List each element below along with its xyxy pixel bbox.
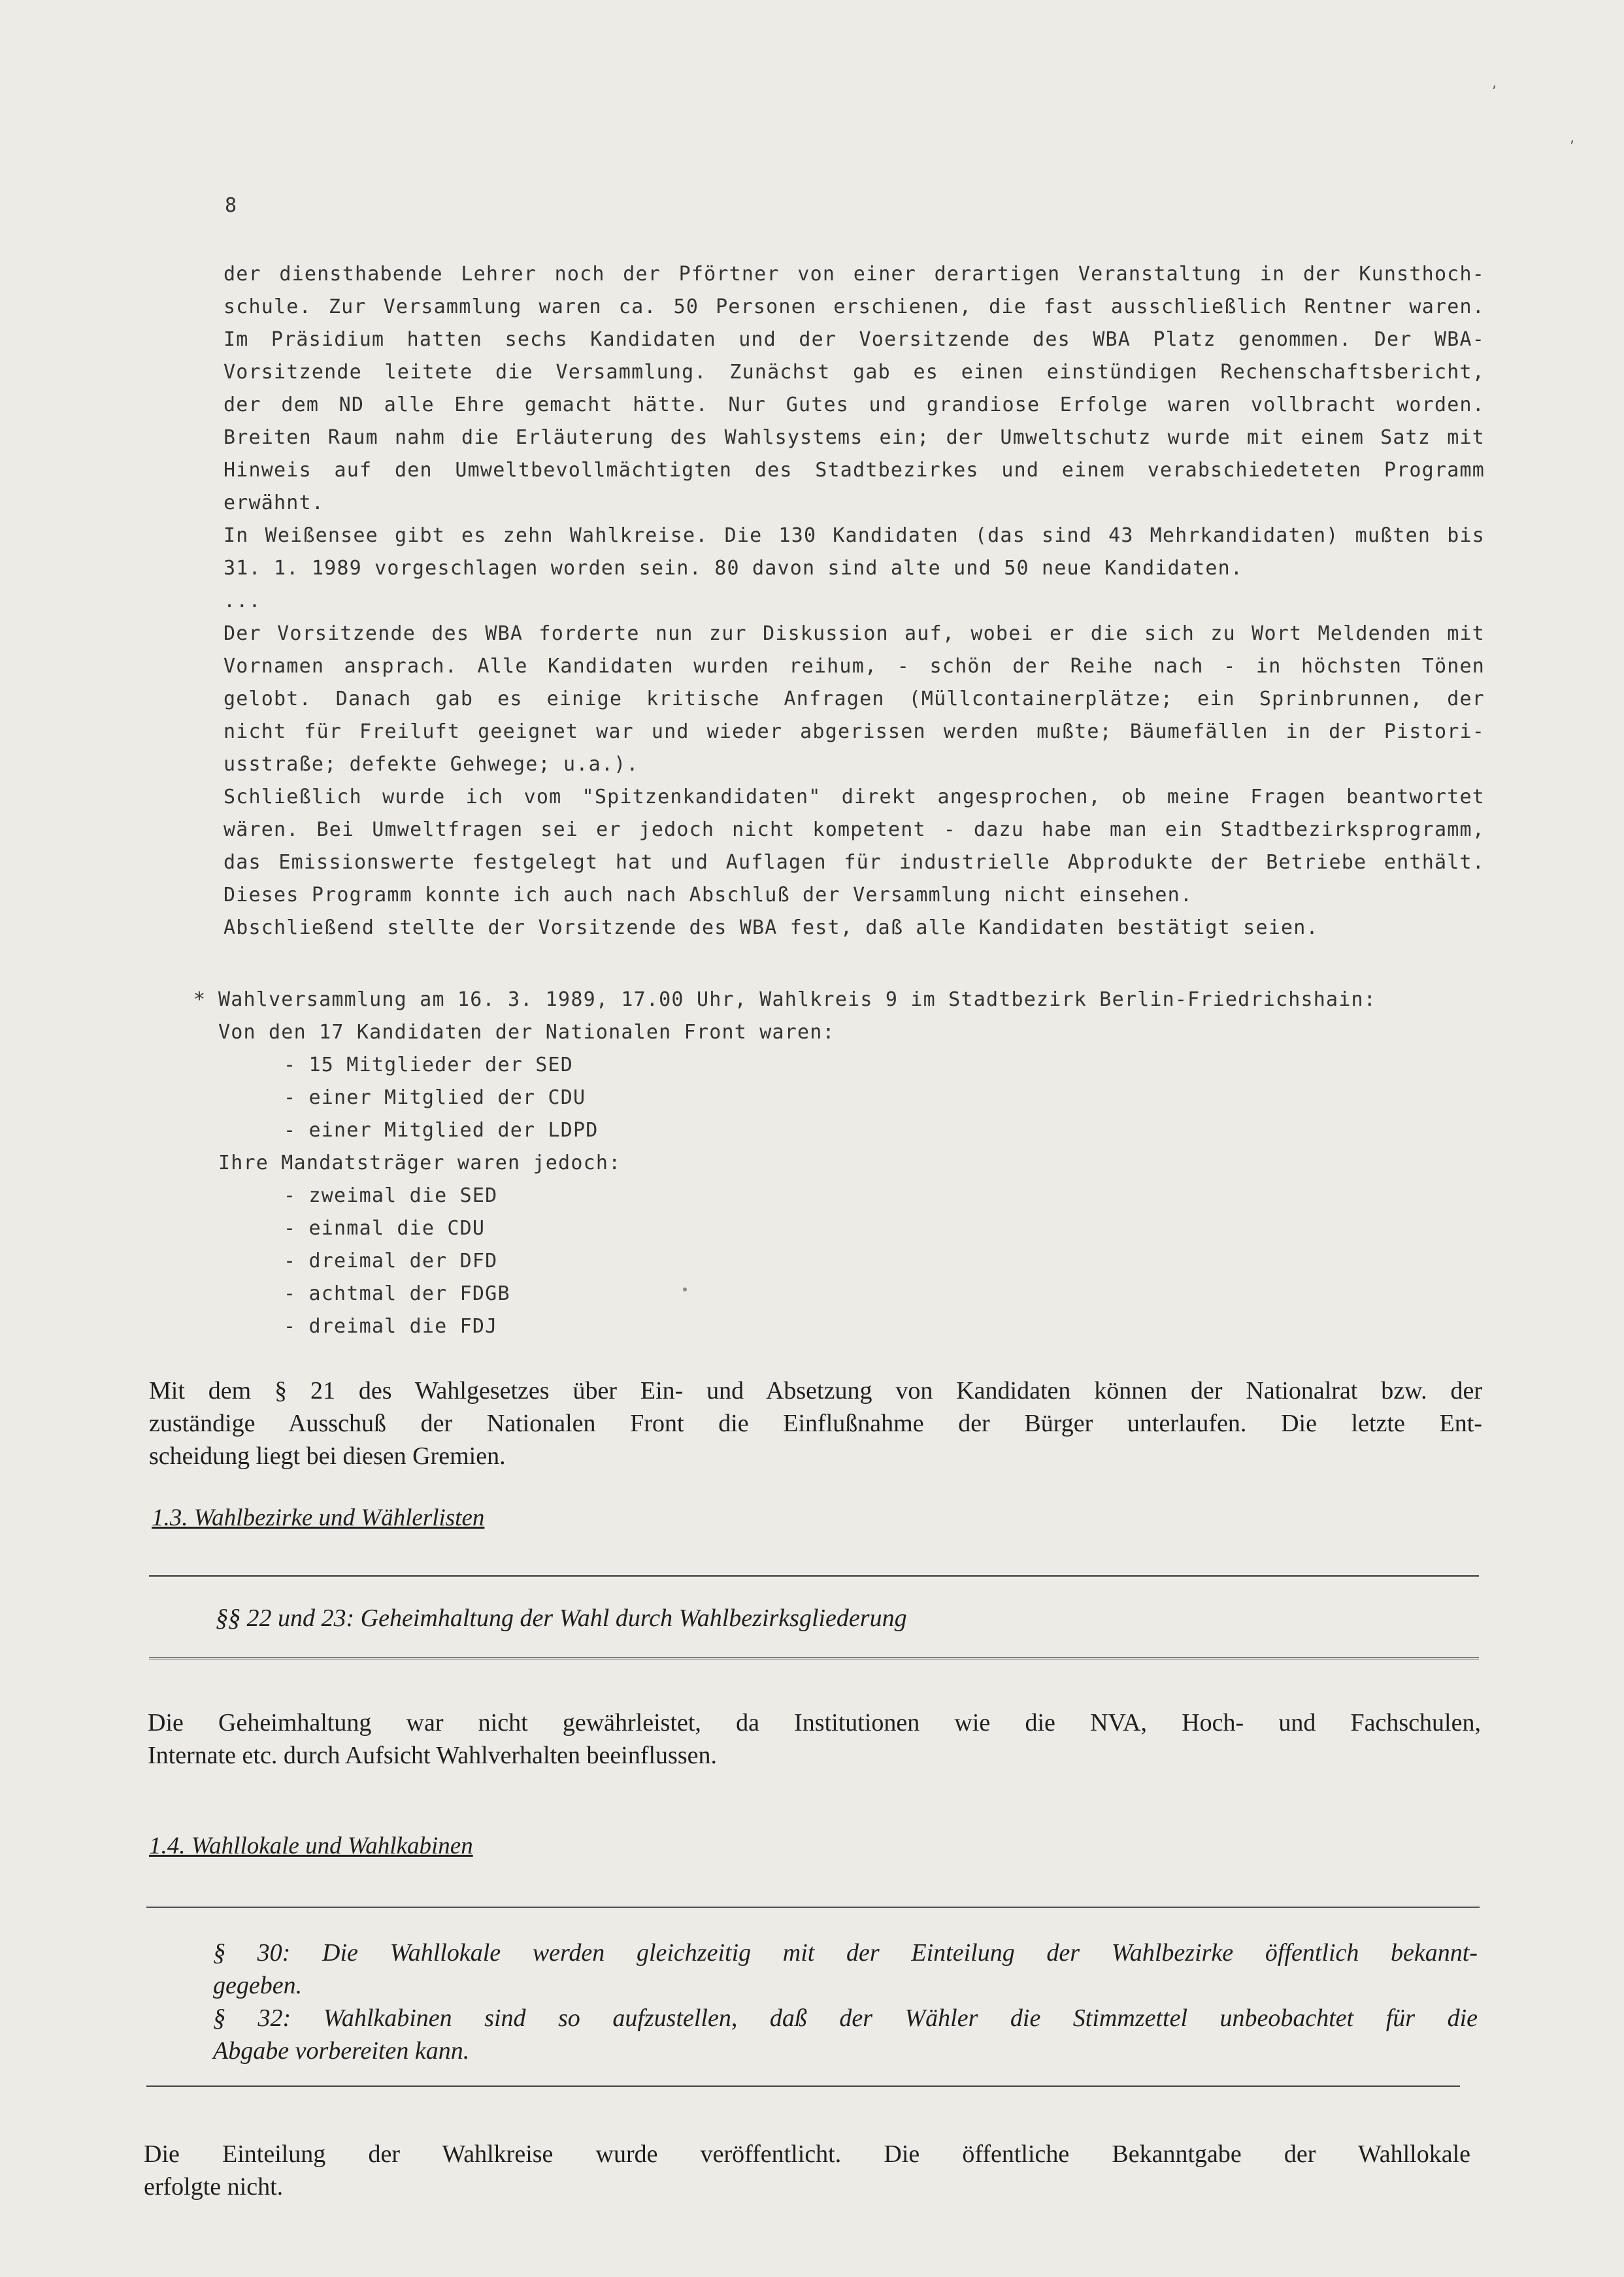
section-heading-1-3: 1.3. Wahlbezirke und Wählerlisten <box>152 1504 485 1531</box>
text-line: Internate etc. durch Aufsicht Wahlverhalten beeinflussen. <box>148 1742 717 1769</box>
text-line: das Emissionswerte festgelegt hat und Auflagen für industrielle Abprodukte der Betriebe enthält. <box>224 851 1485 874</box>
footnote-marker: * <box>193 988 207 1011</box>
text-line: erfolgte nicht. <box>144 2173 284 2201</box>
list-item: - einmal die CDU <box>284 1217 486 1240</box>
text-line: gelobt. Danach gab es einige kritische Anfragen (Müllcontainerplätze; ein Sprinbrunnen, der <box>224 688 1485 710</box>
text-line: Der Vorsitzende des WBA forderte nun zur Diskussion auf, wobei er die sich zu Wort Meldenden mit <box>224 622 1485 645</box>
text-line: zuständige Ausschuß der Nationalen Front die Einflußnahme der Bürger unterlaufen. Die letzte Ent- <box>149 1410 1482 1437</box>
section-14-body <box>144 2138 1470 2203</box>
text-line: erwähnt. <box>224 491 325 514</box>
list-item: - einer Mitglied der LDPD <box>284 1119 599 1142</box>
paragraph-21 <box>149 1374 1482 1472</box>
text-line: usstraße; defekte Gehwege; u.a.). <box>224 753 639 776</box>
text-line: Die Geheimhaltung war nicht gewährleistet, da Institutionen wie die NVA, Hoch- und Fachschulen, <box>148 1709 1481 1737</box>
text-line: Abschließend stellte der Vorsitzende des WBA fest, daß alle Kandidaten bestätigt seien. <box>224 916 1319 939</box>
list-item: - dreimal der DFD <box>284 1250 498 1272</box>
text-line: der diensthabende Lehrer noch der Pförtner von einer derartigen Veranstaltung in der Kunsthoch- <box>224 263 1485 286</box>
text-line: gegeben. <box>213 1972 303 1999</box>
section-14-quote <box>213 1936 1478 2067</box>
text-line: Vornamen ansprach. Alle Kandidaten wurden reihum, - schön der Reihe nach - in höchsten Tönen <box>224 655 1485 678</box>
text-line: Abgabe vorbereiten kann. <box>213 2037 470 2065</box>
stray-dot <box>683 1288 687 1291</box>
section-13-body <box>148 1706 1481 1772</box>
text-line: ... <box>224 590 261 612</box>
list-item: - einer Mitglied der CDU <box>284 1086 586 1109</box>
text-line: Im Präsidium hatten sechs Kandidaten und der Voersitzende des WBA Platz genommen. Der WBA- <box>224 328 1485 351</box>
text-line: schule. Zur Versammlung waren ca. 50 Personen erschienen, die fast ausschließlich Rentner waren. <box>224 295 1485 318</box>
text-line: Breiten Raum nahm die Erläuterung des Wahlsystems ein; der Umweltschutz wurde mit einem Satz mit <box>224 426 1485 449</box>
footnote <box>218 984 1460 1343</box>
divider-rule <box>146 1906 1480 1908</box>
mandate-list <box>218 1180 1460 1343</box>
divider-rule <box>146 2085 1460 2087</box>
pencil-mark: ʼ <box>1570 139 1574 155</box>
divider-rule <box>149 1657 1479 1659</box>
text-line: Hinweis auf den Umweltbevollmächtigten des Stadtbezirkes und einem verabschiedeteten Programm <box>224 459 1485 482</box>
text-line: Mit dem § 21 des Wahlgesetzes über Ein- und Absetzung von Kandidaten können der Nationalrat bzw. der <box>149 1377 1482 1404</box>
text-line: Dieses Programm konnte ich auch nach Abschluß der Versammlung nicht einsehen. <box>224 884 1193 906</box>
list-item: - zweimal die SED <box>284 1184 498 1207</box>
text-line: 31. 1. 1989 vorgeschlagen worden sein. 80 davon sind alte und 50 neue Kandidaten. <box>224 557 1244 580</box>
footnote-line: Wahlversammlung am 16. 3. 1989, 17.00 Uhr, Wahlkreis 9 im Stadtbezirk Berlin-Friedrichshain: <box>218 988 1377 1011</box>
page-number: 8 <box>225 194 238 217</box>
text-line: scheidung liegt bei diesen Gremien. <box>149 1442 506 1470</box>
footnote-line: Ihre Mandatsträger waren jedoch: <box>218 1152 621 1174</box>
list-item: - achtmal der FDGB <box>284 1282 510 1305</box>
divider-rule <box>149 1575 1479 1577</box>
text-line: In Weißensee gibt es zehn Wahlkreise. Die 130 Kandidaten (das sind 43 Mehrkandidaten) mußten bis <box>224 524 1485 547</box>
text-line: Schließlich wurde ich vom "Spitzenkandidaten" direkt angesprochen, ob meine Fragen beantwortet <box>224 786 1485 808</box>
text-line: Die Einteilung der Wahlkreise wurde veröffentlicht. Die öffentliche Bekanntgabe der Wahllokale <box>144 2140 1470 2168</box>
list-item: - dreimal die FDJ <box>284 1315 498 1338</box>
section-heading-1-4: 1.4. Wahllokale und Wahlkabinen <box>149 1833 473 1859</box>
text-line: wären. Bei Umweltfragen sei er jedoch nicht kompetent - dazu habe man ein Stadtbezirksprogramm, <box>224 818 1485 841</box>
text-line: § 32: Wahlkabinen sind so aufzustellen, daß der Wähler die Stimmzettel unbeobachtet für die <box>213 2004 1478 2032</box>
member-list <box>218 1049 1460 1147</box>
text-line: Vorsitzende leitete die Versammlung. Zunächst gab es einen einstündigen Rechenschaftsbericht, <box>224 361 1485 384</box>
section-13-quote: §§ 22 und 23: Geheimhaltung der Wahl durch Wahlbezirksgliederung <box>216 1604 907 1632</box>
text-line: § 30: Die Wahllokale werden gleichzeitig mit der Einteilung der Wahlbezirke öffentlich bekannt- <box>213 1939 1478 1967</box>
typed-paragraph <box>224 258 1485 944</box>
text-line: der dem ND alle Ehre gemacht hätte. Nur Gutes und grandiose Erfolge waren vollbracht worden. <box>224 393 1485 416</box>
footnote-line: Von den 17 Kandidaten der Nationalen Front waren: <box>218 1021 835 1044</box>
list-item: - 15 Mitglieder der SED <box>284 1054 574 1076</box>
text-line: nicht für Freiluft geeignet war und wieder abgerissen werden mußte; Bäumefällen in der Pistori- <box>224 720 1485 743</box>
pencil-mark: ʼ <box>1492 84 1497 100</box>
